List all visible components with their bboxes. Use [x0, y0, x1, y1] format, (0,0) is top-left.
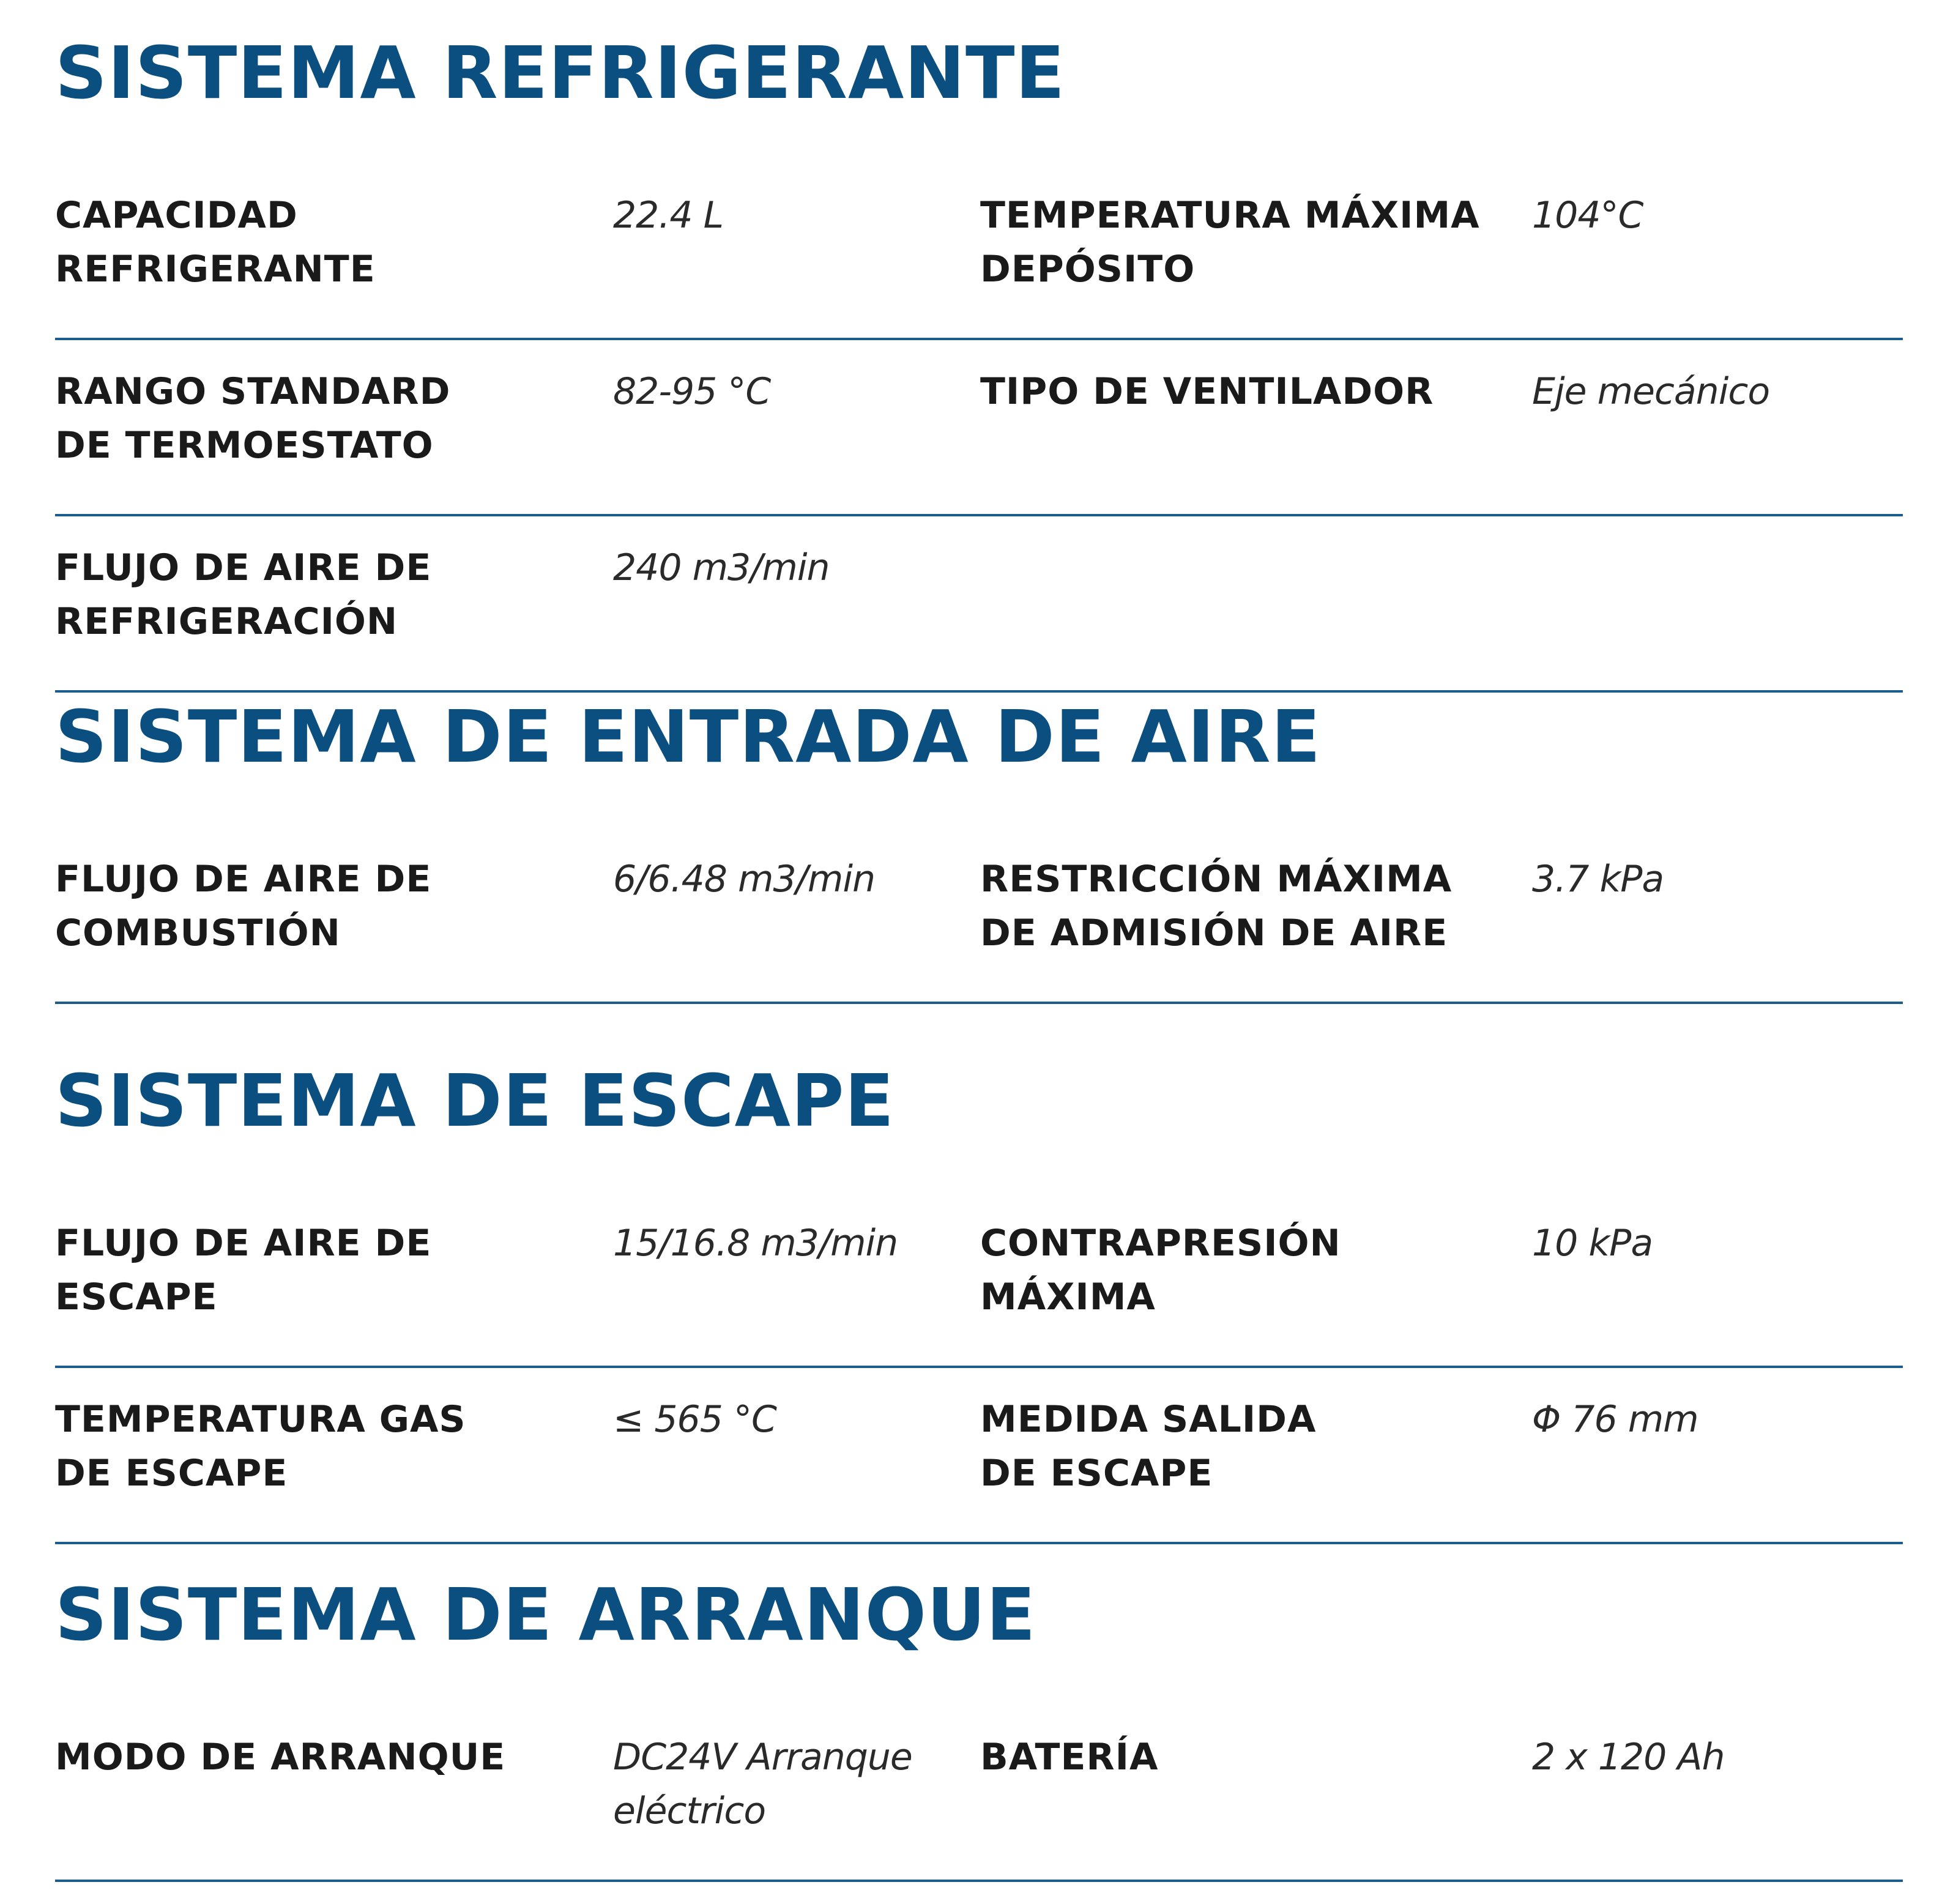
section-escape	[55, 1058, 1903, 1544]
section-title: SISTEMA DE ESCAPE	[55, 1058, 895, 1143]
spec-label: MEDIDA SALIDA DE ESCAPE	[980, 1398, 1317, 1495]
section-refrigerante	[55, 31, 1903, 693]
spec-row	[55, 1216, 1903, 1368]
spec-value: 240 m3/min	[613, 546, 830, 589]
section-title: SISTEMA REFRIGERANTE	[55, 31, 1066, 115]
spec-value: ≤ 565 °C	[613, 1398, 776, 1441]
spec-label: CAPACIDAD REFRIGERANTE	[55, 194, 376, 291]
spec-value: 2 x 120 Ah	[1532, 1736, 1725, 1779]
section-title: SISTEMA DE ARRANQUE	[55, 1572, 1036, 1657]
spec-label: RANGO STANDARD DE TERMOESTATO	[55, 370, 451, 467]
spec-value: Φ 76 mm	[1532, 1398, 1698, 1441]
spec-row	[55, 365, 1903, 516]
spec-label: TIPO DE VENTILADOR	[980, 370, 1434, 413]
spec-label: FLUJO DE AIRE DE ESCAPE	[55, 1222, 432, 1318]
spec-row	[55, 1730, 1903, 1882]
spec-value: 82-95 °C	[613, 370, 771, 413]
spec-label: FLUJO DE AIRE DE COMBUSTIÓN	[55, 858, 432, 954]
spec-value: Eje mecánico	[1532, 370, 1770, 413]
spec-value: 15/16.8 m3/min	[613, 1222, 898, 1265]
spec-row	[55, 188, 1903, 340]
section-arranque	[55, 1572, 1903, 1882]
section-entrada-aire	[55, 694, 1903, 1004]
spec-value: 22.4 L	[613, 194, 724, 237]
spec-row	[55, 1393, 1903, 1544]
spec-label: TEMPERATURA MÁXIMA DEPÓSITO	[980, 194, 1480, 291]
spec-row	[55, 541, 1903, 693]
spec-value: 3.7 kPa	[1532, 858, 1664, 901]
spec-label: RESTRICCIÓN MÁXIMA DE ADMISIÓN DE AIRE	[980, 858, 1453, 954]
spec-value: DC24V Arranque eléctrico	[613, 1736, 912, 1832]
spec-label: CONTRAPRESIÓN MÁXIMA	[980, 1222, 1341, 1318]
section-title: SISTEMA DE ENTRADA DE AIRE	[55, 694, 1322, 779]
spec-value: 6/6.48 m3/min	[613, 858, 876, 901]
spec-label: TEMPERATURA GAS DE ESCAPE	[55, 1398, 466, 1495]
spec-label: MODO DE ARRANQUE	[55, 1736, 506, 1779]
spec-row	[55, 852, 1903, 1004]
spec-label: BATERÍA	[980, 1736, 1159, 1779]
spec-label: FLUJO DE AIRE DE REFRIGERACIÓN	[55, 546, 432, 643]
spec-value: 104°C	[1532, 194, 1643, 237]
spec-value: 10 kPa	[1532, 1222, 1653, 1265]
